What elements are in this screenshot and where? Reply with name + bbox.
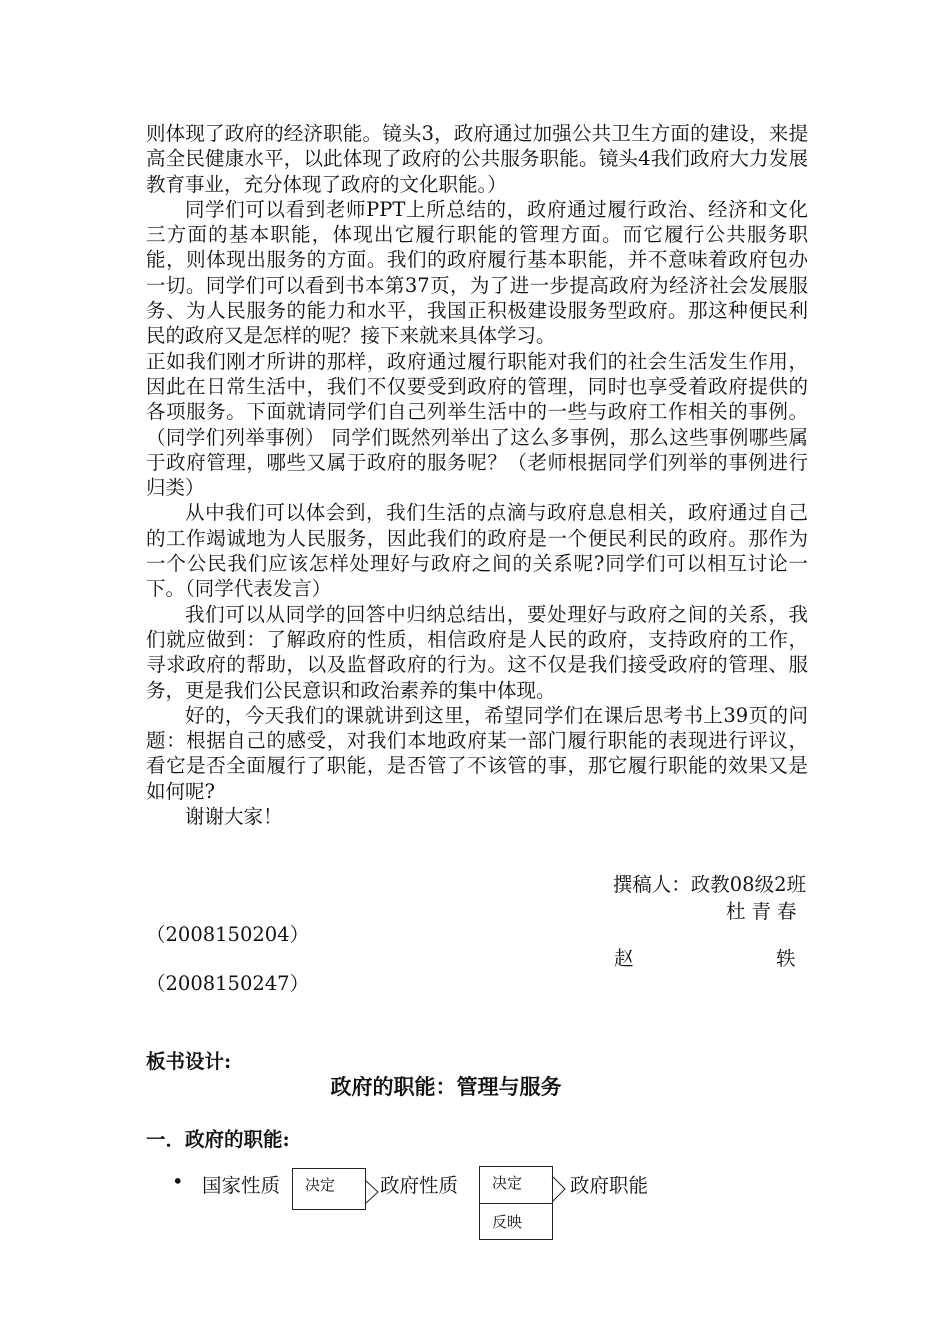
node-government-nature: 政府性质 [380,1174,459,1197]
paragraph: 则体现了政府的经济职能。镜头3，政府通过加强公共卫生方面的建设，来提高全民健康水平，以此体现了政府的公共服务职能。镜头4我们政府大力发展教育事业，充分体现了政府的文化职能。） [146,122,808,196]
paragraph: 我们可以从同学的回答中归纳总结出，要处理好与政府之间的关系，我们就应做到：了解政府的性质，相信政府是人民的政府，支持政府的工作，寻求政府的帮助，以及监督政府的行为。这不仅是我们接受政府的管理、服务，更是我们公民意识和政治素养的集中体现。 [146,602,808,702]
board-title: 政府的职能：管理与服务 [330,1074,562,1099]
author-id-2: （2008150247） [146,972,310,995]
author-name-1: 杜青春 [726,900,803,923]
paragraph: 谢谢大家！ [185,805,283,829]
decide-box: 决定 [292,1168,366,1210]
bullet-icon: • [172,1170,184,1193]
paragraph: 从中我们可以体会到，我们生活的点滴与政府息息相关，政府通过自己的工作竭诚地为人民服务，因此我们的政府是一个便民利民的政府。那作为一个公民我们应该怎样处理好与政府之间的关系呢?同学们可以相互讨论一下。（同学代表发言） [146,501,808,601]
decide-reflect-box: 决定 反映 [479,1166,553,1240]
function-diagram [146,1160,808,1260]
arrow-right-icon [551,1174,567,1204]
author-name-2-part-b: 轶 [776,947,796,970]
box-divider [480,1203,552,1204]
arrow-right-icon [364,1178,380,1206]
paragraph: 同学们可以看到老师PPT上所总结的，政府通过履行政治、经济和文化三方面的基本职能，体现出它履行职能的管理方面。而它履行公共服务职能，则体现出服务的方面。我们的政府履行基本职能，并不意味着政府包办一切。同学们可以看到书本第37页，为了进一步提高政府为经济社会发展服务、为人民服务的能力和水平，我国正积极建设服务型政府。那这种便民利民的政府又是怎样的呢？接下来就来具体学习。 [146,197,808,348]
author-id-1: （2008150204） [146,923,310,946]
author-name-2-part-a: 赵 [614,947,634,970]
board-design-label: 板书设计: [146,1050,232,1073]
author-credit: 撰稿人：政教08级2班 [612,873,806,896]
node-government-function: 政府职能 [570,1174,649,1197]
document-body [146,121,808,829]
node-state-nature: 国家性质 [202,1174,281,1197]
paragraph: 好的，今天我们的课就讲到这里，希望同学们在课后思考书上39页的问题：根据自己的感受，对我们本地政府某一部门履行职能的表现进行评议，看它是否全面履行了职能，是否管了不该管的事，那它履行职能的效果又是如何呢? [146,703,808,803]
paragraph: 正如我们刚才所讲的那样，政府通过履行职能对我们的社会生活发生作用，因此在日常生活中，我们不仅要受到政府的管理，同时也享受着政府提供的各项服务。下面就请同学们自己列举生活中的一些与政府工作相关的事例。（同学们列举事例） 同学们既然列举出了这么多事例，那么这些事例哪些属于政府管理，哪些又属于政府的服务呢？（老师根据同学们列举的事例进行归类） [146,349,808,500]
section-heading: 一．政府的职能: [146,1128,290,1151]
